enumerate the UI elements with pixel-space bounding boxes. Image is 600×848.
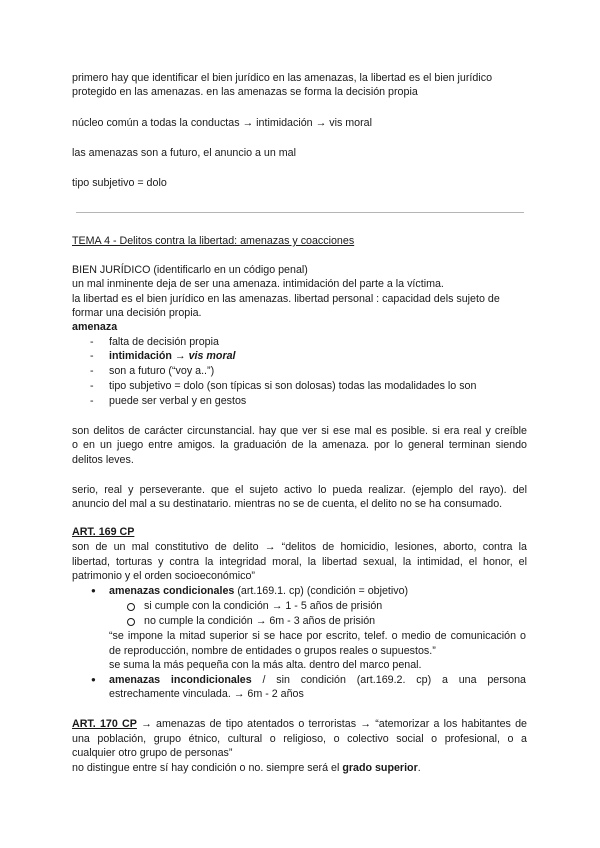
circ-line-5: anuncio del mal a su destinatario. mientras no se de cuenta, el delito no se ha consumado. — [72, 498, 503, 510]
art170-line-1 — [72, 718, 527, 731]
bien-line-4: formar una decisión propia. — [72, 307, 202, 319]
bullet-item-2 — [109, 674, 526, 687]
quote-line-3: se suma la más pequeña con la más alta. dentro del marco penal. — [109, 659, 422, 671]
bullet-item-1-bold: amenazas condicionales — [109, 585, 235, 597]
condition-item-1: si cumple con la condición → 1 - 5 años de prisión — [144, 600, 383, 612]
condition-item-2: no cumple la condición → 6m - 3 años de prisión — [144, 615, 376, 627]
art170-line-4-pre: no distingue entre sí hay condición o no. siempre será el — [72, 762, 343, 774]
bullet-item-2-rest: / sin condición (art.169.2. cp) a una persona — [251, 674, 526, 686]
bullet-marker: ● — [91, 675, 96, 684]
dash-marker: - — [90, 350, 94, 362]
art169-heading: ART. 169 CP — [72, 526, 135, 538]
section-title: TEMA 4 - Delitos contra la libertad: amenazas y coacciones — [72, 235, 355, 247]
dash-marker: - — [90, 395, 94, 407]
amenaza-heading: amenaza — [72, 321, 118, 333]
art169-line-3: patrimonio y el orden socioeconómico” — [72, 570, 255, 582]
bullet-marker: ● — [91, 586, 96, 595]
circle-bullet — [127, 618, 135, 626]
art170-line-4 — [72, 762, 421, 775]
intro-line-2: protegido en las amenazas. en las amenazas se forma la decisión propia — [72, 86, 418, 98]
bien-line-1: BIEN JURÍDICO (identificarlo en un código penal) — [72, 264, 308, 276]
dash-item-3: son a futuro (“voy a..”) — [109, 365, 215, 377]
dash-item-4: tipo subjetivo = dolo (son típicas si son dolosas) todas las modalidades lo son — [109, 380, 477, 392]
art170-line-2: una población, grupo étnico, cultural o religioso, o colectivo social o profesional, o a — [72, 733, 527, 745]
circ-line-3: delitos leves. — [72, 454, 134, 466]
intro-line-1: primero hay que identificar el bien jurídico en las amenazas, la libertad es el bien jurídico — [72, 72, 493, 84]
dash-item-5: puede ser verbal y en gestos — [109, 395, 247, 407]
dash-marker: - — [90, 365, 94, 377]
art170-line-4-bold: grado superior — [342, 762, 418, 774]
dash-marker: - — [90, 336, 94, 348]
circ-line-2: o en un juego entre amigos. la graduación de la amenaza. por lo general terminan siendo — [72, 439, 527, 451]
circ-line-1: son delitos de carácter circunstancial. hay que ver si ese mal es posible. si era real y creíble — [72, 425, 527, 437]
bullet-item-1 — [109, 585, 408, 598]
dash-item-2 — [109, 350, 236, 363]
bien-line-3: la libertad es el bien jurídico en las amenazas. libertad personal : capacidad dels sujeto de — [72, 293, 500, 305]
bullet-item-2-bold: amenazas incondicionales — [109, 674, 252, 686]
art169-line-1: son de un mal constitutivo de delito → “delitos de homicidio, lesiones, aborto, contra la — [72, 541, 527, 553]
bullet-item-2-line-2: estrechamente vinculada. → 6m - 2 años — [109, 688, 304, 700]
intro-line-3: núcleo común a todas la conductas → intimidación → vis moral — [72, 117, 372, 129]
quote-line-1: “se impone la mitad superior si se hace por escrito, telef. o medio de comunicación o — [109, 630, 526, 642]
art169-line-2: libertad, torturas y contra la integridad moral, la libertad sexual, la intimidad, el honor, el — [72, 556, 527, 568]
dash-item-1: falta de decisión propia — [109, 336, 219, 348]
bien-line-2: un mal inminente deja de ser una amenaza. intimidación del parte a la víctima. — [72, 278, 444, 290]
art170-line-1-rest: → amenazas de tipo atentados o terroristas → “atemorizar a los habitantes de — [136, 718, 527, 730]
intro-line-4: las amenazas son a futuro, el anuncio a un mal — [72, 147, 296, 159]
art170-heading: ART. 170 CP — [72, 718, 137, 730]
art170-line-4-post: . — [417, 762, 421, 774]
bullet-item-1-rest: (art.169.1. cp) (condición = objetivo) — [234, 585, 409, 597]
intro-line-5: tipo subjetivo = dolo — [72, 177, 167, 189]
dash-item-2-bold-italic: vis moral — [188, 350, 236, 362]
dash-marker: - — [90, 380, 94, 392]
art170-line-3: cualquier otro grupo de personas” — [72, 747, 233, 759]
circle-bullet — [127, 603, 135, 611]
circ-line-4: serio, real y perseverante. que el sujeto activo lo pueda realizar. (ejemplo del rayo). del — [72, 484, 527, 496]
horizontal-divider — [76, 212, 524, 213]
quote-line-2: de reproducción, nombre de entidades o grupos reales o supuestos.” — [109, 645, 436, 657]
dash-item-2-bold: intimidación → — [109, 350, 186, 362]
